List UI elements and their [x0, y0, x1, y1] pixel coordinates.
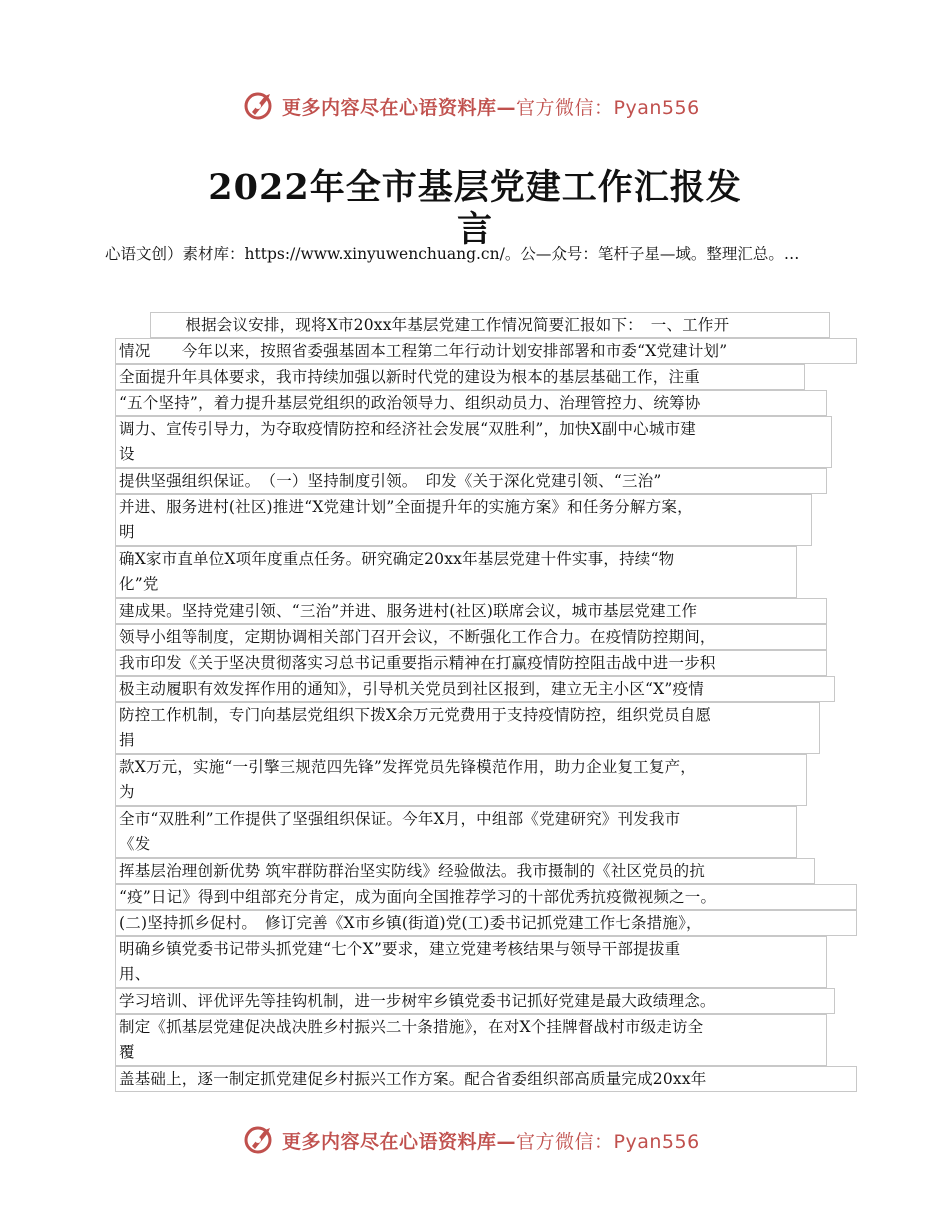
body-line: 建成果。坚持党建引领、“三治”并进、服务进村(社区)联席会议，城市基层党建工作	[115, 598, 827, 624]
banner-wechat-label: 官方微信：	[516, 1131, 614, 1153]
body-line: 款X万元，实施“一引擎三规范四先锋”发挥党员先锋模范作用，助力企业复工复产， 为	[115, 754, 807, 806]
body-line: 领导小组等制度，定期协调相关部门召开会议，不断强化工作合力。在疫情防控期间，	[115, 624, 827, 650]
body-line: 制定《抓基层党建促决战决胜乡村振兴二十条措施》，在对X个挂牌督战村市级走访全 覆	[115, 1014, 827, 1066]
body-line: 极主动履职有效发挥作用的通知》，引导机关党员到社区报到，建立无主小区“X”疫情	[115, 676, 835, 702]
body-line: 我市印发《关于坚决贯彻落实习总书记重要指示精神在打赢疫情防控阻击战中进一步积	[115, 650, 827, 676]
banner-wechat-label: 官方微信：	[516, 97, 614, 119]
body-line: 学习培训、评优评先等挂钩机制，进一步树牢乡镇党委书记抓好党建是最大政绩理念。	[115, 988, 835, 1014]
body-line: 防控工作机制，专门向基层党组织下拨X余万元党费用于支持疫情防控，组织党员自愿 捐	[115, 702, 820, 754]
page-title-line-2: 言	[456, 209, 493, 250]
brand-logo-icon	[243, 1122, 277, 1156]
body-line: 根据会议安排，现将X市20xx年基层党建工作情况简要汇报如下： 一、工作开	[150, 312, 830, 338]
body-line: 盖基础上，逐一制定抓党建促乡村振兴工作方案。配合省委组织部高质量完成20xx年	[115, 1066, 857, 1092]
body-line: 并进、服务进村(社区)推进“X党建计划”全面提升年的实施方案》和任务分解方案， 明	[115, 494, 812, 546]
banner-dash: —	[496, 1131, 517, 1153]
banner-text	[282, 93, 700, 120]
body-line: “五个坚持”，着力提升基层党组织的政治领导力、组织动员力、治理管控力、统筹协	[115, 390, 827, 416]
footer-banner	[0, 1120, 950, 1160]
body-line: (二)坚持抓乡促村。 修订完善《X市乡镇(街道)党(工)委书记抓党建工作七条措施》，	[115, 910, 857, 936]
banner-text	[282, 1127, 700, 1154]
body-line: 挥基层治理创新优势 筑牢群防群治坚实防线》经验做法。我市摄制的《社区党员的抗	[115, 858, 815, 884]
body-line: 调力、宣传引导力，为夺取疫情防控和经济社会发展“双胜利”，加快X副中心城市建 设	[115, 416, 832, 468]
body-line: 全市“双胜利”工作提供了坚强组织保证。今年X月，中组部《党建研究》刊发我市 《发	[115, 806, 797, 858]
body-line: 情况 今年以来，按照省委强基固本工程第二年行动计划安排部署和市委“X党建计划”	[115, 338, 857, 364]
banner-wechat-id: Pyan556	[613, 97, 700, 119]
source-note: 心语文创）素材库：https://www.xinyuwenchuang.cn/。公—众号：笔杆子星—域。整理汇总。…	[105, 245, 800, 263]
banner-wechat-id: Pyan556	[613, 1131, 700, 1153]
body-line: 确X家市直单位X项年度重点任务。研究确定20xx年基层党建十件实事，持续“物 化”党	[115, 546, 797, 598]
body-line: “疫”日记》得到中组部充分肯定，成为面向全国推荐学习的十部优秀抗疫微视频之一。	[115, 884, 857, 910]
body-line: 提供坚强组织保证。 （一）坚持制度引领。 印发《关于深化党建引领、“三治”	[115, 468, 827, 494]
banner-main-text: 更多内容尽在心语资料库	[282, 97, 497, 119]
body-line: 全面提升年具体要求，我市持续加强以新时代党的建设为根本的基层基础工作，注重	[115, 364, 805, 390]
banner-dash: —	[496, 97, 517, 119]
header-banner	[0, 86, 950, 126]
banner-main-text: 更多内容尽在心语资料库	[282, 1131, 497, 1153]
brand-logo-icon	[243, 88, 277, 122]
body-line: 明确乡镇党委书记带头抓党建“七个X”要求，建立党建考核结果与领导干部提拔重 用、	[115, 936, 827, 988]
page-title-line-1: 2022年全市基层党建工作汇报发	[208, 167, 742, 208]
